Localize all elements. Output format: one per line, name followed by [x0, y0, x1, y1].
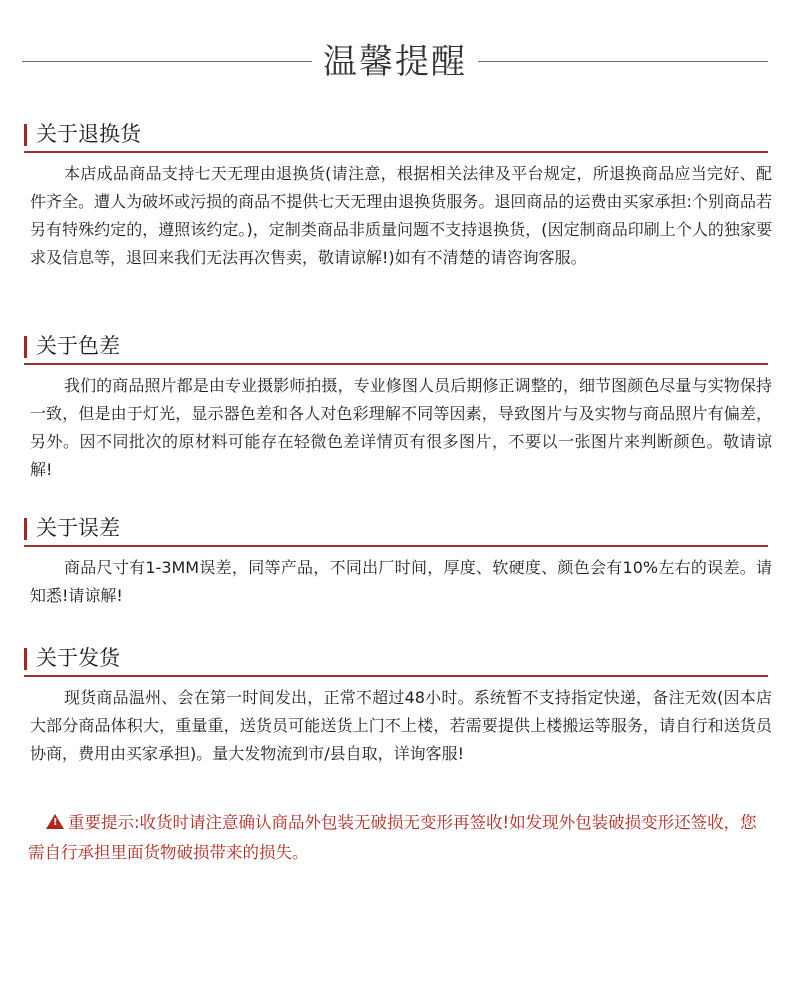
important-notice: [28, 808, 766, 868]
section-divider: [24, 545, 768, 547]
page-title: 温馨提醒: [323, 42, 467, 82]
section-marker: [24, 336, 27, 358]
section-header: [0, 642, 790, 676]
section-header: [0, 118, 790, 152]
section-tolerance: [0, 512, 790, 610]
warning-icon: [46, 814, 64, 829]
section-marker: [24, 648, 27, 670]
page-header: [0, 30, 790, 90]
section-header: [0, 512, 790, 546]
section-divider: [24, 151, 768, 153]
section-header: [0, 330, 790, 364]
section-title: 关于色差: [36, 334, 120, 358]
section-title: 关于退换货: [36, 122, 141, 146]
section-returns: [0, 118, 790, 272]
section-title: 关于发货: [36, 646, 120, 670]
header-divider-right: [478, 61, 768, 62]
section-title: 关于误差: [36, 516, 120, 540]
section-marker: [24, 124, 27, 146]
section-body: 本店成品商品支持七天无理由退换货(请注意，根据相关法律及平台规定，所退换商品应当完好、配件齐全。遭人为破坏或污损的商品不提供七天无理由退换货服务。退回商品的运费由买家承担:个别商品若另有特殊约定的，遵照该约定。)，定制类商品非质量问题不支持退换货，(因定制商品印刷上个人的独家要求及信息等，退回来我们无法再次售卖，敬请谅解!)如有不清楚的请咨询客服。: [30, 164, 772, 267]
section-divider: [24, 363, 768, 365]
section-color-difference: [0, 330, 790, 484]
section-body: 我们的商品照片都是由专业摄影师拍摄，专业修图人员后期修正调整的，细节图颜色尽量与实物保持一致，但是由于灯光，显示器色差和各人对色彩理解不同等因素，导致图片与及实物与商品照片有偏差，另外。因不同批次的原材料可能存在轻微色差详情页有很多图片，不要以一张图片来判断颜色。敬请谅解!: [30, 376, 772, 479]
header-divider-left: [22, 61, 312, 62]
section-shipping: [0, 642, 790, 768]
section-marker: [24, 518, 27, 540]
section-body: 商品尺寸有1-3MM误差，同等产品，不同出厂时间，厚度、软硬度、颜色会有10%左右的误差。请知悉!请谅解!: [30, 558, 772, 605]
notice-text: 重要提示:收货时请注意确认商品外包装无破损无变形再签收!如发现外包装破损变形还签收，您需自行承担里面货物破损带来的损失。: [28, 813, 757, 862]
section-divider: [24, 675, 768, 677]
section-body: 现货商品温州、会在第一时间发出，正常不超过48小时。系统暂不支持指定快递，备注无效(因本店大部分商品体积大，重量重，送货员可能送货上门不上楼，若需要提供上楼搬运等服务，请自行和送货员协商，费用由买家承担)。量大发物流到市/县自取，详询客服!: [30, 688, 772, 763]
